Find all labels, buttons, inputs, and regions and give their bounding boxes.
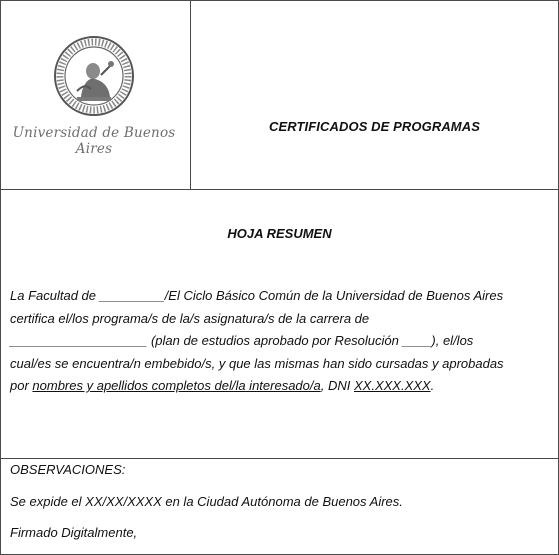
- summary-line: certifica el/los programa/s de la/s asignatura/s de la carrera de: [10, 310, 370, 326]
- line-mid: , DNI: [320, 378, 354, 393]
- summary-line: La Facultad de _________/El Ciclo Básico Común de la Universidad de Buenos Aires: [10, 288, 504, 303]
- observaciones-label: OBSERVACIONES:: [10, 462, 126, 477]
- summary-title: HOJA RESUMEN: [227, 226, 332, 241]
- header-title: CERTIFICADOS DE PROGRAMAS: [269, 119, 480, 134]
- observations-section: [1, 459, 558, 554]
- summary-section: [1, 190, 558, 459]
- summary-line: ___________________ (plan de estudios aprobado por Resolución ____), el/los: [10, 333, 474, 348]
- dni-placeholder: XX.XXX.XXX: [353, 378, 431, 393]
- summary-line: [10, 375, 552, 398]
- summary-body: [10, 285, 552, 398]
- summary-line: cual/es se encuentra/n embebido/s, y que las mismas han sido cursadas y aprobadas: [10, 355, 504, 371]
- header-row: [1, 1, 558, 190]
- signature-text: Firmado Digitalmente,: [10, 525, 138, 540]
- university-wordmark: Universidad de Buenos Aires: [12, 125, 176, 157]
- logo-cell: [1, 1, 191, 189]
- university-seal-icon: [53, 35, 135, 117]
- interesado-name-placeholder: nombres y apellidos completos del/la interesado/a: [32, 378, 321, 393]
- line-suffix: .: [430, 378, 435, 393]
- line-prefix: por: [10, 378, 33, 393]
- issue-date-text: Se expide el XX/XX/XXXX en la Ciudad Autónoma de Buenos Aires.: [10, 494, 403, 509]
